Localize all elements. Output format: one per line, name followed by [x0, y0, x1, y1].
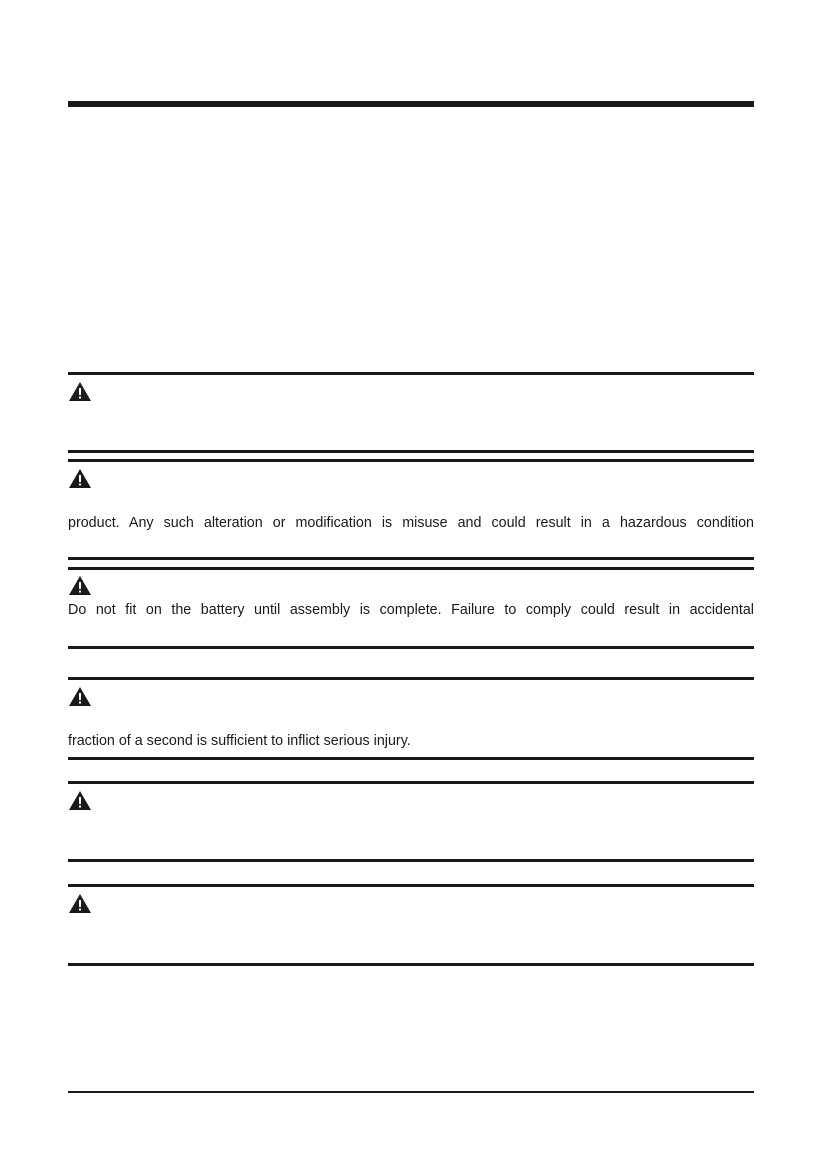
- warning-3-text: Do not fit on the battery until assembly is complete. Failure to comply could result in accidental: [68, 602, 754, 618]
- warning-1-bottom-rule: [68, 450, 754, 453]
- warning-4-top-rule: [68, 677, 754, 680]
- warning-triangle-icon: [68, 686, 92, 707]
- warning-triangle-icon: [68, 575, 92, 596]
- warning-2-text: product. Any such alteration or modification is misuse and could result in a hazardous condition: [68, 515, 754, 531]
- warning-3-top-rule: [68, 567, 754, 570]
- warning-5-top-rule: [68, 781, 754, 784]
- warning-2-top-rule: [68, 459, 754, 462]
- footer-rule: [68, 1091, 754, 1093]
- warning-6-top-rule: [68, 884, 754, 887]
- warning-3-bottom-rule: [68, 646, 754, 649]
- warning-6-bottom-rule: [68, 963, 754, 966]
- warning-triangle-icon: [68, 790, 92, 811]
- warning-triangle-icon: [68, 381, 92, 402]
- warning-triangle-icon: [68, 468, 92, 489]
- top-rule: [68, 101, 754, 107]
- warning-5-bottom-rule: [68, 859, 754, 862]
- warning-1-top-rule: [68, 372, 754, 375]
- warning-triangle-icon: [68, 893, 92, 914]
- warning-4-text: fraction of a second is sufficient to inflict serious injury.: [68, 733, 411, 749]
- warning-2-bottom-rule: [68, 557, 754, 560]
- warning-4-bottom-rule: [68, 757, 754, 760]
